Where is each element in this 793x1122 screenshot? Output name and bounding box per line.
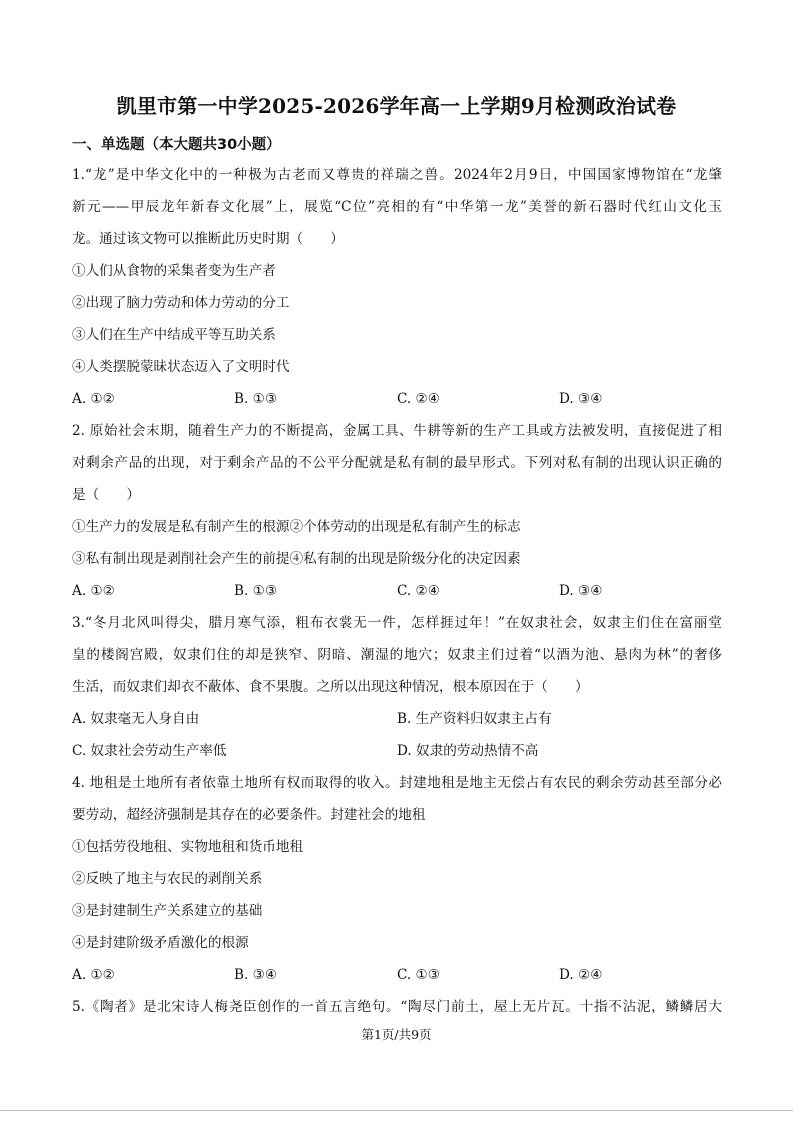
q2-option-c: C. ②④ — [397, 583, 440, 599]
q4-line-2: 要劳动，超经济强制是其存在的必要条件。封建社会的地租 — [72, 807, 426, 823]
q1-option-b: B. ①③ — [234, 391, 278, 407]
q3-line-2: 皇的楼阁宫殿，奴隶们住的却是狭窄、阴暗、潮湿的地穴；奴隶主们过着“以酒为池、悬肉为林”的奢侈 — [72, 647, 722, 663]
q4-statement-3: ③是封建制生产关系建立的基础 — [72, 903, 263, 919]
q1-statement-2: ②出现了脑力劳动和体力劳动的分工 — [72, 295, 290, 311]
q4-option-c: C. ①③ — [397, 967, 440, 983]
q5-line-1: 5.《陶者》是北宋诗人梅尧臣创作的一首五言绝句。“陶尽门前土，屋上无片瓦。十指不沾泥，鳞鳞居大 — [72, 999, 722, 1015]
q3-option-a: A. 奴隶毫无人身自由 — [72, 711, 200, 727]
q4-option-d: D. ②④ — [559, 967, 603, 983]
q1-line-3: 龙。通过该文物可以推断此历史时期（ ） — [72, 231, 344, 247]
q4-option-a: A. ①② — [72, 967, 115, 983]
q3-line-1: 3.“冬月北风叫得尖，腊月寒气添，粗布衣裳无一件，怎样捱过年！”在奴隶社会，奴隶主们住在富丽堂 — [72, 615, 722, 631]
q3-option-c: C. 奴隶社会劳动生产率低 — [72, 743, 227, 759]
q4-line-1: 4. 地租是土地所有者依靠土地所有权而取得的收入。封建地租是地主无偿占有农民的剩余劳动甚至部分必 — [72, 775, 722, 791]
q1-line-2: 新元——甲辰龙年新春文化展”上，展览“C位”亮相的有“中华第一龙”美誉的新石器时代红山文化玉 — [72, 199, 722, 215]
section-heading: 一、单选题（本大题共30小题） — [72, 137, 281, 153]
q2-line-2: 对剩余产品的出现，对于剩余产品的不公平分配就是私有制的最早形式。下列对私有制的出现认识正确的 — [72, 455, 722, 471]
q2-statement-1: ①生产力的发展是私有制产生的根源②个体劳动的出现是私有制产生的标志 — [72, 519, 521, 535]
q1-option-a: A. ①② — [72, 391, 115, 407]
q4-statement-1: ①包括劳役地租、实物地租和货币地租 — [72, 839, 304, 855]
q4-statement-2: ②反映了地主与农民的剥削关系 — [72, 871, 263, 887]
q1-option-d: D. ③④ — [559, 391, 603, 407]
q2-option-d: D. ③④ — [559, 583, 603, 599]
q2-option-a: A. ①② — [72, 583, 115, 599]
page-title: 凯里市第一中学2025-2026学年高一上学期9月检测政治试卷 — [116, 94, 677, 118]
q1-option-c: C. ②④ — [397, 391, 440, 407]
page-number: 第1页/共9页 — [361, 1027, 432, 1042]
q4-statement-4: ④是封建阶级矛盾激化的根源 — [72, 935, 249, 951]
q2-line-3: 是（ ） — [72, 487, 140, 503]
page-bottom-divider — [0, 1110, 793, 1111]
q1-statement-4: ④人类摆脱蒙昧状态迈入了文明时代 — [72, 359, 290, 375]
q1-statement-3: ③人们在生产中结成平等互助关系 — [72, 327, 276, 343]
q1-line-1: 1.“龙”是中华文化中的一种极为古老而又尊贵的祥瑞之兽。2024年2月9日，中国国家博物馆在“龙肇 — [72, 167, 722, 183]
q2-option-b: B. ①③ — [234, 583, 278, 599]
q3-option-b: B. 生产资料归奴隶主占有 — [397, 711, 552, 727]
q3-line-3: 生活，而奴隶们却衣不蔽体、食不果腹。之所以出现这种情况，根本原因在于（ ） — [72, 679, 589, 695]
q3-option-d: D. 奴隶的劳动热情不高 — [397, 743, 539, 759]
q4-option-b: B. ③④ — [234, 967, 278, 983]
q1-statement-1: ①人们从食物的采集者变为生产者 — [72, 263, 276, 279]
q2-statement-2: ③私有制出现是剥削社会产生的前提④私有制的出现是阶级分化的决定因素 — [72, 551, 521, 567]
q2-line-1: 2. 原始社会末期，随着生产力的不断提高，金属工具、牛耕等新的生产工具或方法被发明，直接促进了相 — [72, 423, 722, 439]
